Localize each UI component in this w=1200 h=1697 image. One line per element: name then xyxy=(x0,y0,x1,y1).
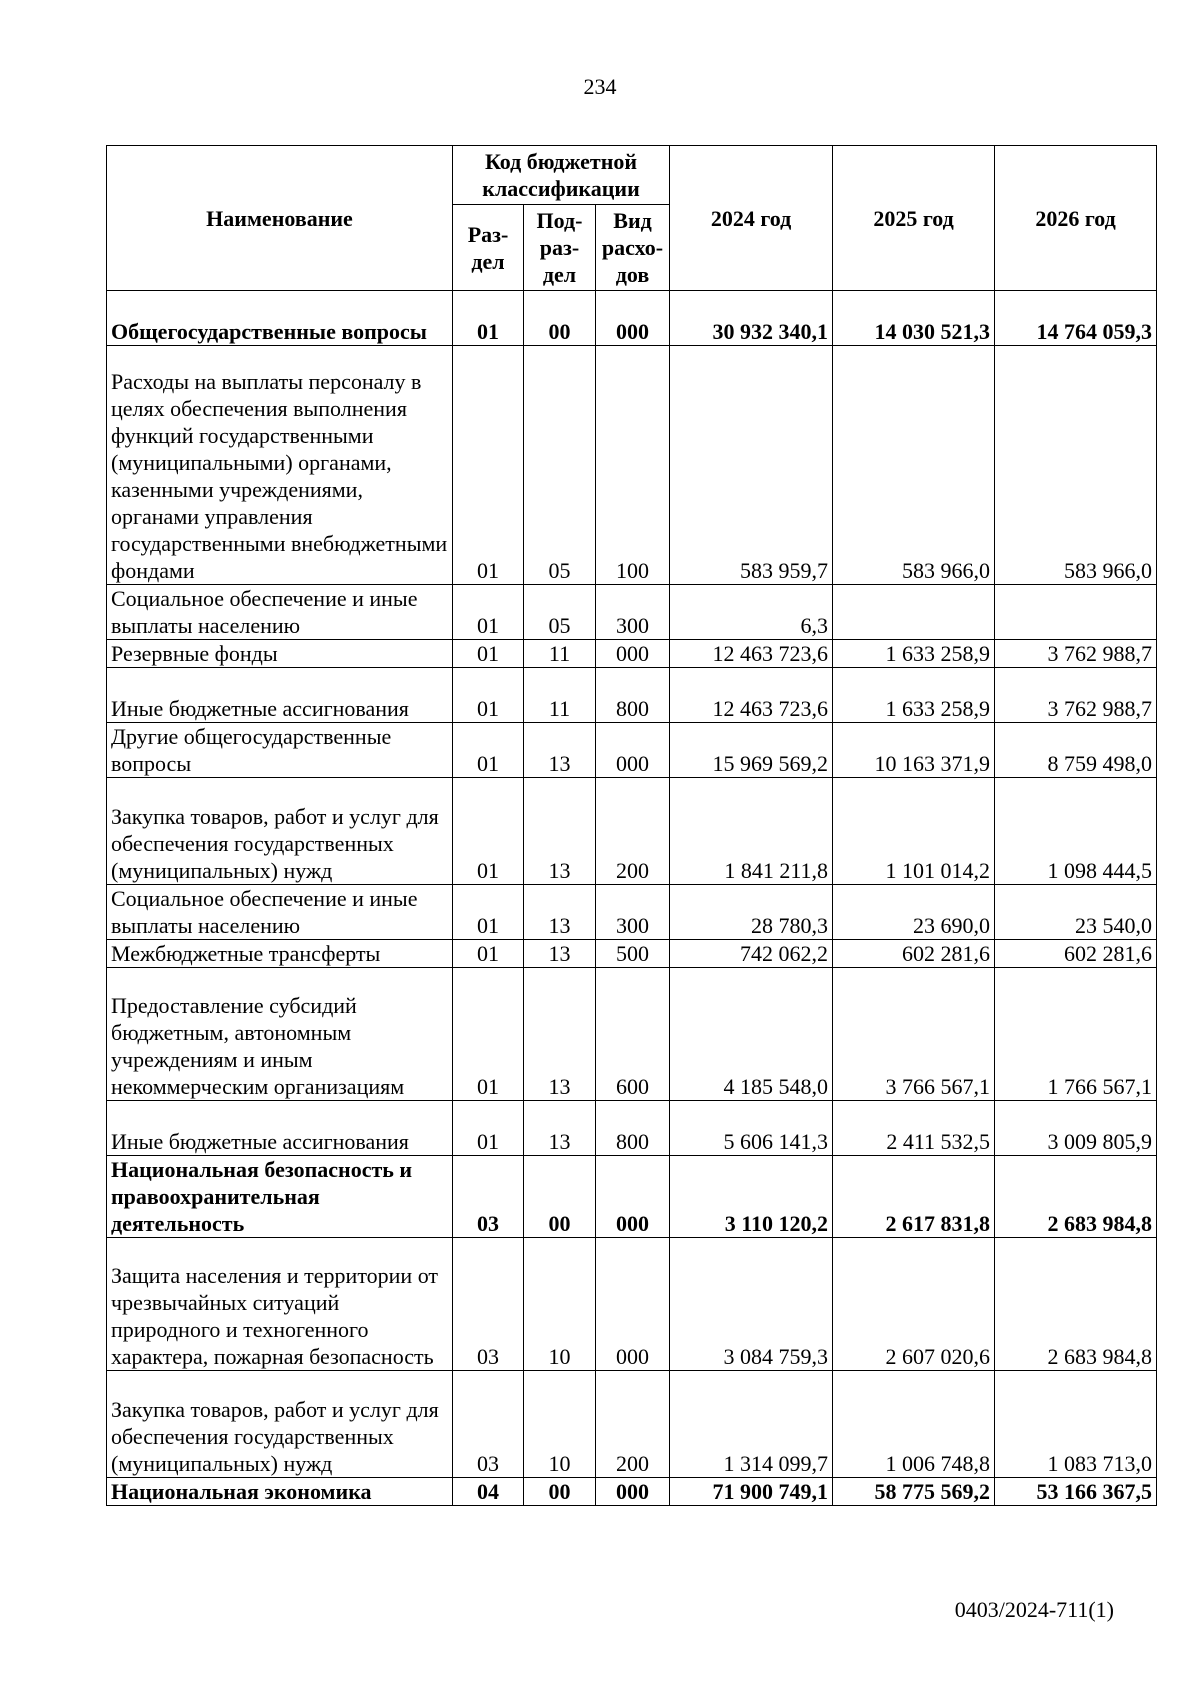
row-value-2025 xyxy=(833,585,995,640)
row-value-2024: 12 463 723,6 xyxy=(670,640,833,668)
row-value-2025: 3 766 567,1 xyxy=(833,968,995,1101)
row-value-2025: 10 163 371,9 xyxy=(833,723,995,778)
row-razdel: 01 xyxy=(453,346,524,585)
table-row xyxy=(107,885,1157,940)
row-value-2024: 1 314 099,7 xyxy=(670,1371,833,1478)
row-podrazdel: 13 xyxy=(524,968,596,1101)
row-value-2025: 14 030 521,3 xyxy=(833,291,995,346)
row-name: Национальная экономика xyxy=(107,1478,453,1506)
table-row xyxy=(107,723,1157,778)
row-value-2026: 583 966,0 xyxy=(995,346,1157,585)
row-razdel: 01 xyxy=(453,778,524,885)
row-value-2024: 28 780,3 xyxy=(670,885,833,940)
table-row xyxy=(107,1101,1157,1156)
row-podrazdel: 10 xyxy=(524,1238,596,1371)
row-value-2026: 53 166 367,5 xyxy=(995,1478,1157,1506)
row-vid: 100 xyxy=(596,346,670,585)
header-podrazdel: Под- раз- дел xyxy=(524,205,596,291)
row-value-2026: 1 098 444,5 xyxy=(995,778,1157,885)
row-value-2025: 583 966,0 xyxy=(833,346,995,585)
budget-table xyxy=(106,145,1157,1506)
row-value-2024: 1 841 211,8 xyxy=(670,778,833,885)
row-value-2025: 602 281,6 xyxy=(833,940,995,968)
row-value-2024: 3 084 759,3 xyxy=(670,1238,833,1371)
row-value-2026: 3 762 988,7 xyxy=(995,640,1157,668)
row-name: Закупка товаров, работ и услуг для обеспечения государственных (муниципальных) нужд xyxy=(107,778,453,885)
row-razdel: 03 xyxy=(453,1156,524,1238)
row-name: Предоставление субсидий бюджетным, автономным учреждениям и иным некоммерческим организациям xyxy=(107,968,453,1101)
row-podrazdel: 11 xyxy=(524,640,596,668)
row-value-2025: 58 775 569,2 xyxy=(833,1478,995,1506)
row-podrazdel: 00 xyxy=(524,291,596,346)
row-vid: 500 xyxy=(596,940,670,968)
row-razdel: 01 xyxy=(453,940,524,968)
document-code: 0403/2024-711(1) xyxy=(954,1597,1114,1622)
row-value-2025: 1 633 258,9 xyxy=(833,640,995,668)
row-razdel: 03 xyxy=(453,1371,524,1478)
row-name: Расходы на выплаты персоналу в целях обеспечения выполнения функций государственными (муниципальными) органами, казенными учреждениями, органами управления государственными внебюджетными фондами xyxy=(107,346,453,585)
row-name: Общегосударственные вопросы xyxy=(107,291,453,346)
table-row xyxy=(107,291,1157,346)
row-value-2024: 5 606 141,3 xyxy=(670,1101,833,1156)
row-vid: 000 xyxy=(596,291,670,346)
row-value-2025: 1 633 258,9 xyxy=(833,668,995,723)
row-razdel: 01 xyxy=(453,291,524,346)
row-podrazdel: 13 xyxy=(524,723,596,778)
row-value-2024: 71 900 749,1 xyxy=(670,1478,833,1506)
row-value-2024: 4 185 548,0 xyxy=(670,968,833,1101)
table-row xyxy=(107,1478,1157,1506)
row-razdel: 01 xyxy=(453,668,524,723)
row-name: Другие общегосударственные вопросы xyxy=(107,723,453,778)
header-razdel: Раз- дел xyxy=(453,205,524,291)
row-podrazdel: 10 xyxy=(524,1371,596,1478)
row-value-2026: 3 762 988,7 xyxy=(995,668,1157,723)
row-value-2025: 1 101 014,2 xyxy=(833,778,995,885)
row-value-2024: 30 932 340,1 xyxy=(670,291,833,346)
row-name: Социальное обеспечение и иные выплаты населению xyxy=(107,885,453,940)
row-podrazdel: 11 xyxy=(524,668,596,723)
page-number: 234 xyxy=(583,74,617,99)
row-vid: 800 xyxy=(596,668,670,723)
row-value-2026: 2 683 984,8 xyxy=(995,1238,1157,1371)
header-year-2026: 2026 год xyxy=(995,146,1157,291)
table-row xyxy=(107,1156,1157,1238)
row-value-2025: 2 607 020,6 xyxy=(833,1238,995,1371)
row-podrazdel: 05 xyxy=(524,346,596,585)
row-value-2024: 3 110 120,2 xyxy=(670,1156,833,1238)
row-value-2024: 742 062,2 xyxy=(670,940,833,968)
row-value-2024: 6,3 xyxy=(670,585,833,640)
row-name: Иные бюджетные ассигнования xyxy=(107,1101,453,1156)
header-year-2024: 2024 год xyxy=(670,146,833,291)
row-vid: 000 xyxy=(596,723,670,778)
row-name: Защита населения и территории от чрезвычайных ситуаций природного и техногенного характера, пожарная безопасность xyxy=(107,1238,453,1371)
row-vid: 200 xyxy=(596,778,670,885)
row-value-2025: 23 690,0 xyxy=(833,885,995,940)
row-value-2026: 1 766 567,1 xyxy=(995,968,1157,1101)
row-value-2025: 1 006 748,8 xyxy=(833,1371,995,1478)
header-name: Наименование xyxy=(107,146,453,291)
row-razdel: 01 xyxy=(453,885,524,940)
row-value-2026: 2 683 984,8 xyxy=(995,1156,1157,1238)
row-name: Социальное обеспечение и иные выплаты населению xyxy=(107,585,453,640)
table-row xyxy=(107,968,1157,1101)
row-razdel: 01 xyxy=(453,640,524,668)
header-year-2025: 2025 год xyxy=(833,146,995,291)
row-razdel: 01 xyxy=(453,585,524,640)
row-vid: 300 xyxy=(596,885,670,940)
row-value-2026 xyxy=(995,585,1157,640)
table-row xyxy=(107,346,1157,585)
row-vid: 000 xyxy=(596,1478,670,1506)
header-code-group: Код бюджетной классификации xyxy=(453,146,670,205)
row-value-2025: 2 617 831,8 xyxy=(833,1156,995,1238)
row-value-2025: 2 411 532,5 xyxy=(833,1101,995,1156)
row-razdel: 01 xyxy=(453,968,524,1101)
row-podrazdel: 13 xyxy=(524,940,596,968)
row-razdel: 01 xyxy=(453,1101,524,1156)
row-value-2024: 12 463 723,6 xyxy=(670,668,833,723)
row-podrazdel: 13 xyxy=(524,885,596,940)
row-value-2024: 15 969 569,2 xyxy=(670,723,833,778)
row-value-2026: 8 759 498,0 xyxy=(995,723,1157,778)
row-value-2024: 583 959,7 xyxy=(670,346,833,585)
table-row xyxy=(107,778,1157,885)
row-vid: 000 xyxy=(596,1156,670,1238)
row-value-2026: 14 764 059,3 xyxy=(995,291,1157,346)
row-razdel: 01 xyxy=(453,723,524,778)
row-podrazdel: 00 xyxy=(524,1478,596,1506)
row-podrazdel: 13 xyxy=(524,1101,596,1156)
row-value-2026: 23 540,0 xyxy=(995,885,1157,940)
row-razdel: 03 xyxy=(453,1238,524,1371)
row-value-2026: 1 083 713,0 xyxy=(995,1371,1157,1478)
row-vid: 800 xyxy=(596,1101,670,1156)
table-body xyxy=(107,291,1157,1506)
table-row xyxy=(107,1371,1157,1478)
row-name: Межбюджетные трансферты xyxy=(107,940,453,968)
table-row xyxy=(107,585,1157,640)
row-vid: 000 xyxy=(596,640,670,668)
row-value-2026: 602 281,6 xyxy=(995,940,1157,968)
header-vid: Вид расхо- дов xyxy=(596,205,670,291)
row-podrazdel: 13 xyxy=(524,778,596,885)
table-row xyxy=(107,1238,1157,1371)
row-name: Резервные фонды xyxy=(107,640,453,668)
row-podrazdel: 00 xyxy=(524,1156,596,1238)
row-value-2026: 3 009 805,9 xyxy=(995,1101,1157,1156)
row-podrazdel: 05 xyxy=(524,585,596,640)
row-name: Закупка товаров, работ и услуг для обеспечения государственных (муниципальных) нужд xyxy=(107,1371,453,1478)
table-row xyxy=(107,668,1157,723)
table-header xyxy=(107,146,1157,291)
row-vid: 200 xyxy=(596,1371,670,1478)
table-row xyxy=(107,640,1157,668)
row-name: Иные бюджетные ассигнования xyxy=(107,668,453,723)
row-name: Национальная безопасность и правоохранительная деятельность xyxy=(107,1156,453,1238)
row-vid: 000 xyxy=(596,1238,670,1371)
row-vid: 600 xyxy=(596,968,670,1101)
table-row xyxy=(107,940,1157,968)
row-vid: 300 xyxy=(596,585,670,640)
row-razdel: 04 xyxy=(453,1478,524,1506)
